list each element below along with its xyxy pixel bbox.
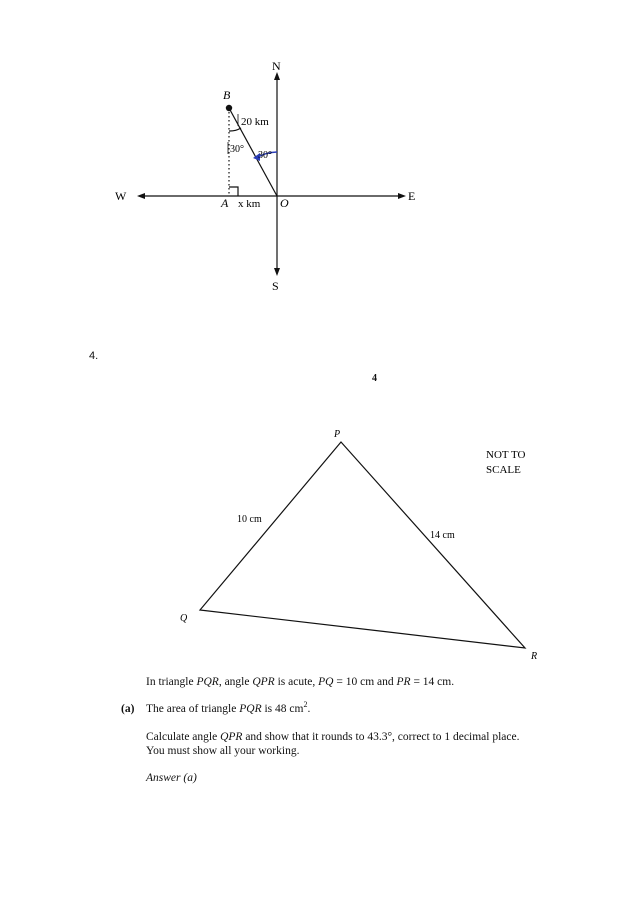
not-to-scale-line2: SCALE [486,464,521,476]
vertex-p-label: P [334,429,341,440]
point-b-label: B [223,88,231,102]
instruction-calculate: Calculate angle QPR and show that it rounds to 43.3°, correct to 1 decimal place. [146,731,520,743]
east-label: E [408,189,416,203]
vertex-r-label: R [531,651,538,662]
west-label: W [115,189,127,203]
instruction-show-working: You must show all your working. [146,745,300,757]
part-a-label: (a) [121,703,135,715]
page-number: 4 [372,373,377,384]
angle-o-label: 30° [258,150,272,161]
distance-bo-label: 20 km [241,116,269,128]
not-to-scale-line1: NOT TO [486,449,526,461]
triangle-pqr [200,442,525,648]
side-pq-label: 10 cm [237,514,262,525]
side-pr-label: 14 cm [430,530,455,541]
point-a-label: A [221,196,229,210]
point-o-label: O [280,196,289,210]
question-stem: In triangle PQR, angle QPR is acute, PQ = 10 cm and PR = 14 cm. [146,676,455,688]
answer-label: Answer (a) [146,772,197,784]
angle-b-label: 30° [230,144,244,155]
question-number: 4. [89,350,99,362]
south-label: S [272,279,279,293]
distance-ao-label: x km [238,198,261,210]
part-a-text: The area of triangle PQR is 48 $cm^2$. [146,700,311,715]
north-label: N [272,59,281,73]
vertex-q-label: Q [180,613,188,624]
